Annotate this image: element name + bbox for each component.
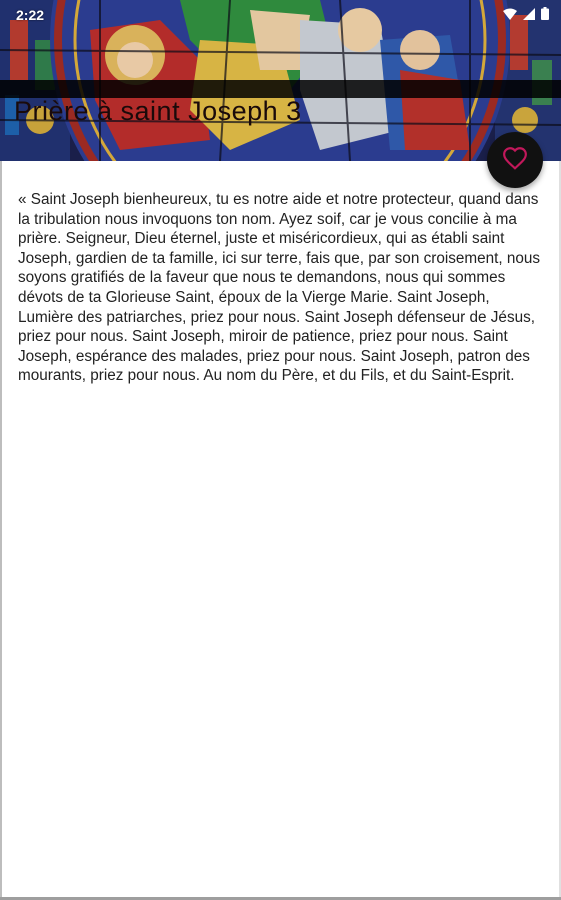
wifi-icon [503,8,517,20]
status-icons [503,7,549,20]
status-bar [0,0,561,28]
heart-outline-icon [502,146,528,175]
prayer-text: « Saint Joseph bienheureux, tu es notre aide et notre protecteur, quand dans la tribulation nous invoquons ton nom. Ayez soif, car je vous concilie à ma prière. Seigneur, Dieu éternel, juste et miséricordieux, qui as établi saint Joseph, gardien de ta famille, ici sur terre, fais que, par son croisement, nous soyons gratifiés de la faveur que nous te demandons, nous qui sommes dévots de ta Glorieuse Saint, époux de la Vierge Marie. Saint Joseph, Lumière des patriarches, priez pour nous. Saint Joseph défenseur de Jésus, priez pour nous. Saint Joseph, miroir de patience, priez pour nous. Saint Joseph, espérance des malades, priez pour nous. Saint Joseph, patron des mourants, priez pour nous. Au nom du Père, et du Fils, et du Saint-Esprit. [18,191,541,385]
favorite-button[interactable] [487,132,543,188]
battery-icon [541,7,549,20]
page-title: Prière à saint Joseph 3 [14,96,302,126]
status-time: 2:22 [16,7,45,23]
left-edge [0,161,2,900]
header-image [0,0,561,161]
signal-icon [523,8,535,20]
